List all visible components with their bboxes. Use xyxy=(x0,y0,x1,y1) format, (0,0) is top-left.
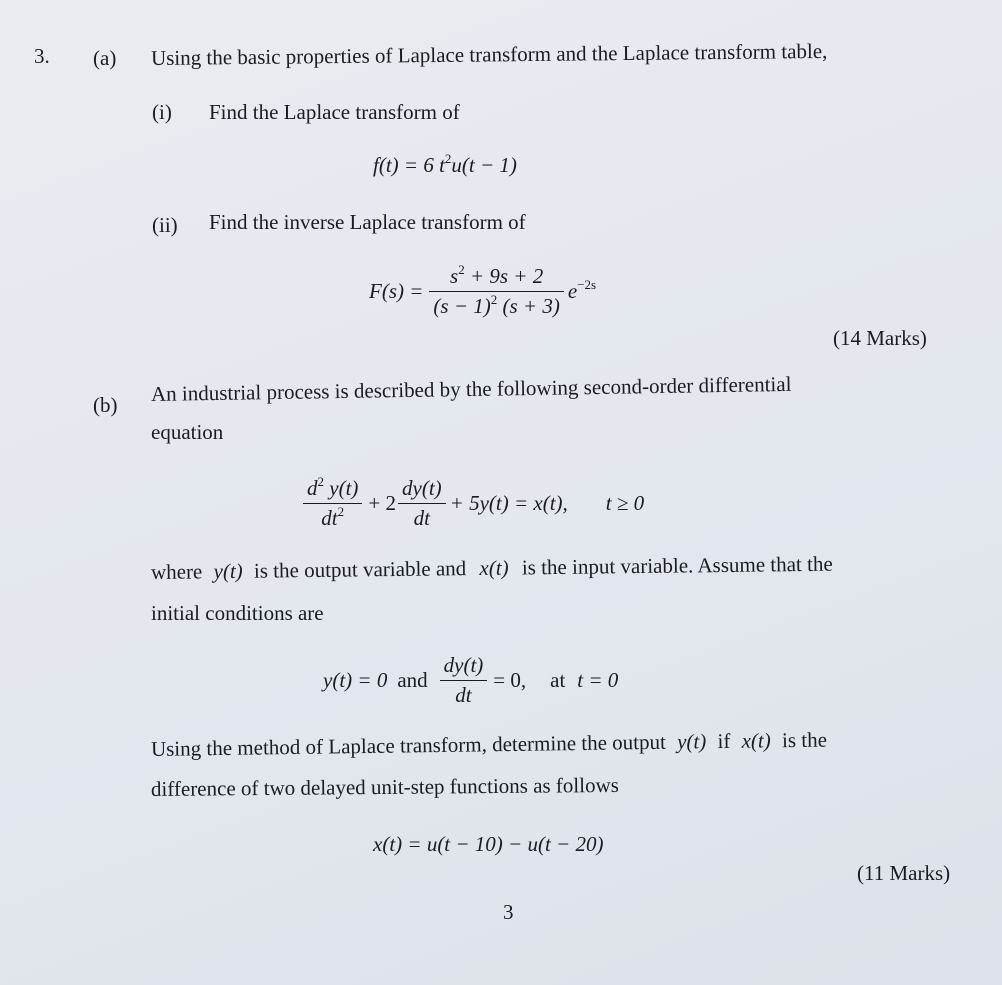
part-b-label: (b) xyxy=(93,393,118,417)
part-b-line2: equation xyxy=(151,420,224,444)
equation-f-t: f(t) = 6 $t^2u(t - 1)$ xyxy=(373,151,517,177)
using-line1: Using the method of Laplace transform, determine the output y(t) if x(t) is the xyxy=(150,727,828,761)
F-s-fraction xyxy=(429,264,563,319)
F-s-numerator: $s^2 + 9s + 2$ xyxy=(450,262,544,288)
initial-conditions: y(t) = 0 and $\frac{dy(t)}{dt}$ = 0, at t = 0 xyxy=(323,653,619,707)
input-equation: x(t) = u(t − 10) − u(t − 20) xyxy=(373,832,604,856)
where-line2: initial conditions are xyxy=(151,601,324,625)
where-line1: where y(t) is the output variable and x(t) is the input variable. Assume that the xyxy=(150,551,833,584)
part-b-line1: An industrial process is described by the following second-order differential xyxy=(150,371,792,406)
page-number: 3 xyxy=(503,900,514,924)
sub-i-text: Find the Laplace transform of xyxy=(209,100,460,124)
part-b-marks: (11 Marks) xyxy=(857,861,951,885)
time-condition: t ≥ 0 xyxy=(605,491,645,515)
equation-F-s: F(s) = $\frac{s^2 + 9s + 2}{(s - 1)^2 (s + 3)}$ $e^{-2s}$ xyxy=(369,262,597,318)
using-line2: difference of two delayed unit-step functions as follows xyxy=(150,772,619,801)
initial-derivative-fraction: $\frac{dy(t)}{dt}$ xyxy=(440,653,488,708)
sub-i-label: (i) xyxy=(152,100,172,124)
part-a-label: (a) xyxy=(93,46,117,70)
dy-dt-fraction: $\frac{dy(t)}{dt}$ xyxy=(398,476,446,531)
exponential-factor: $e^{-2s}$ xyxy=(567,277,597,303)
differential-equation: $\frac{d^2 y(t)}{dt^2}$ + 2 $\frac{dy(t)}{dt}$ + 5y(t) = x(t), t ≥ 0 xyxy=(303,476,644,531)
sub-ii-text: Find the inverse Laplace transform of xyxy=(209,210,526,234)
F-s-denominator: $(s - 1)^2$ (s + 3) xyxy=(433,292,560,318)
d2y-dt2-fraction: $\frac{d^2 y(t)}{dt^2}$ xyxy=(303,476,362,531)
part-a-marks: (14 Marks) xyxy=(833,326,927,350)
question-number: 3. xyxy=(34,44,50,68)
sub-ii-label: (ii) xyxy=(152,213,178,237)
part-a-intro: Using the basic properties of Laplace transform and the Laplace transform table, xyxy=(150,38,828,70)
